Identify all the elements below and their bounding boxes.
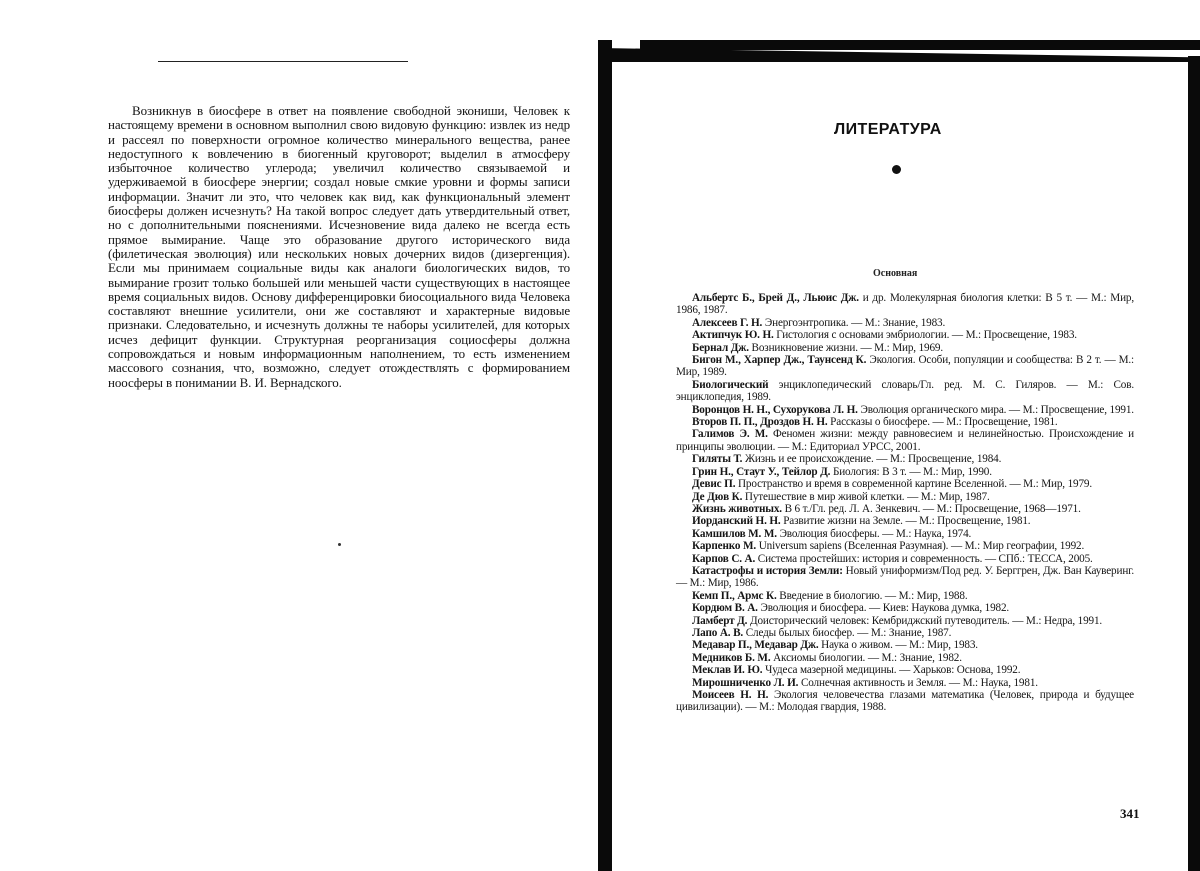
reference-author: Воронцов Н. Н., Сухорукова Л. Н. [692,403,858,416]
reference-author: Алексеев Г. Н. [692,316,763,329]
reference-text: Universum sapiens (Вселенная Разумная). — М.: Мир географии, 1992. [756,540,1085,553]
reference-item [676,565,1134,590]
reference-text: и др. Молекулярная биология клетки: В 5 т. — М.: Мир, 1986, 1987. [676,292,1135,317]
reference-author: Мирошниченко Л. И. [692,676,799,689]
reference-item [676,627,1134,639]
reference-author: Медавар П., Медавар Дж. [692,639,819,652]
reference-item [676,503,1134,515]
reference-item [676,540,1134,552]
reference-text: Биология: В 3 т. — М.: Мир, 1990. [830,465,992,478]
reference-author: Медников Б. М. [692,651,771,664]
reference-author: Грин Н., Стаут У., Тейлор Д. [692,465,831,478]
title-bullet-icon [892,165,901,174]
body-paragraph: Возникнув в биосфере в ответ на появление свободной экониши, Человек к настоящему времени в основном выполнил свою видовую функцию: извлек из недр и рассеял по поверхности огромное количество минерального вещества, ранее недоступного к вовлечению в биогенный круговорот; выделил в атмосферу избыточное количество углерода; увеличил количество связываемой и удерживаемой в биосфере энергии; создал новые смкие уровни и формы записи информации. Значит ли это, что человек как вид, как функциональный элемент биосферы должен исчезнуть? На такой вопрос следует дать утвердительный ответ, но с дополнительными пояснениями. Исчезновение вида далеко не всегда есть прямое вымирание. Чаще это образование другого исторического вида (филетическая эволюция) или нескольких новых дочерних видов (дизергенция). Если мы принимаем социальные виды как аналоги биологических видов, то вымирание грозит только большей или меньшей части существующих в настоящее время социальных видов. Основу дифференцировки биосоциального вида Человека составляют внешние усилители, они же составляют и характерные видовые признаки. Следовательно, и исчезнуть должны те наборы усилителей, для которых исчез дефицит функции. Структурная реорганизация социосферы должна сопровождаться и новым информационным наполнением, то есть изменением массового сознания, что, возможно, следует отождествлять с формированием ноосферы в понимании В. И. Вернадского. [108,103,570,390]
reference-item [676,615,1134,627]
reference-text: Путешествие в мир живой клетки. — М.: Мир, 1987. [742,490,990,503]
reference-item [676,491,1134,503]
page-number: 341 [1120,806,1140,821]
subsection-heading: Основная [873,268,918,279]
reference-item [676,317,1134,329]
reference-author: Ламберт Д. [692,614,748,627]
reference-author: Лапо А. В. [692,626,744,639]
reference-list [676,292,1134,714]
scan-top-edge [640,40,1200,50]
reference-author: Меклав И. Ю. [692,664,763,677]
reference-author: Карпенко М. [692,540,757,553]
reference-author: Бигон М., Харпер Дж., Таунсенд К. [692,354,867,367]
reference-author: Бернал Дж. [692,341,749,354]
reference-item [676,453,1134,465]
reference-author: Гиляты Т. [692,453,743,466]
reference-text: Эволюция органического мира. — М.: Просвещение, 1991. [857,403,1134,416]
reference-item [676,602,1134,614]
reference-item [676,528,1134,540]
reference-text: Гистология с основами эмбриологии. — М.: Просвещение, 1983. [773,329,1077,342]
reference-author: Второв П. П., Дроздов Н. Н. [692,416,828,429]
reference-author: Альбертс Б., Брей Д., Льюис Дж. [692,292,859,304]
reference-text: В 6 т./Гл. ред. Л. А. Зенкевич. — М.: Просвещение, 1968—1971. [781,502,1081,515]
reference-item [676,639,1134,651]
reference-text: Доисторический человек: Кембриджский путеводитель. — М.: Недра, 1991. [747,614,1103,627]
reference-author: Карпов С. А. [692,552,756,565]
reference-item [676,478,1134,490]
reference-text: Введение в биологию. — М.: Мир, 1988. [776,589,968,602]
reference-text: Жизнь и ее происхождение. — М.: Просвещение, 1984. [742,453,1002,466]
reference-item [676,689,1134,714]
reference-item [676,664,1134,676]
reference-item [676,354,1134,379]
reference-text: Аксиомы биологии. — М.: Знание, 1982. [770,651,962,664]
reference-text: Развитие жизни на Земле. — М.: Просвещение, 1981. [780,515,1031,528]
reference-text: Рассказы о биосфере. — М.: Просвещение, 1981. [827,416,1058,429]
reference-text: Феномен жизни: между равновесием и нелинейностью. Происхождение и принципы эволюции. — М.: Едиториал УРСС, 2001. [676,428,1134,453]
reference-item [676,428,1134,453]
reference-text: Система простейших: история и современность. — СПб.: ТЕССА, 2005. [755,552,1093,565]
reference-author: Актипчук Ю. Н. [692,329,774,342]
reference-author: Иорданский Н. Н. [692,515,781,528]
reference-author: Девис П. [692,478,736,491]
reference-author: Камшилов М. М. [692,527,777,540]
reference-text: Чудеса мазерной медицины. — Харьков: Основа, 1992. [762,664,1021,677]
scan-speck [338,543,341,546]
reference-author: Кемп П., Армс К. [692,589,777,602]
reference-text: Пространство и время в современной картине Вселенной. — М.: Мир, 1979. [735,478,1093,491]
section-title: ЛИТЕРАТУРА [834,121,942,138]
page-gutter [598,40,612,871]
reference-text: Следы былых биосфер. — М.: Знание, 1987. [743,626,952,639]
reference-text: Экология человечества глазами математика (Человек, природа и будущее цивилизации). — М.: Молодая гвардия, 1988. [676,689,1135,714]
reference-item [676,292,1134,317]
reference-item [676,590,1134,602]
reference-text: Наука о живом. — М.: Мир, 1983. [818,639,978,652]
scan-right-edge [1188,56,1200,871]
reference-item [676,379,1134,404]
reference-text: Новый униформизм/Под ред. У. Берггрен, Дж. Ван Кауверинг. — М.: Мир, 1986. [676,564,1134,590]
reference-author: Галимов Э. М. [692,428,768,441]
reference-text: Экология. Особи, популяции и сообщества: В 2 т. — М.: Мир, 1989. [676,354,1134,379]
reference-author: Биологический [692,378,769,391]
reference-author: Катастрофы и история Земли: [692,564,843,577]
reference-item [676,416,1134,428]
reference-item [676,329,1134,341]
reference-author: Моисеев Н. Н. [692,689,769,701]
reference-text: Эволюция и биосфера. — Киев: Наукова думка, 1982. [757,602,1010,615]
reference-author: Де Дюв К. [692,490,743,503]
reference-text: Возникновение жизни. — М.: Мир, 1969. [748,341,944,354]
reference-author: Жизнь животных. [692,502,782,515]
reference-item [676,342,1134,354]
reference-item [676,404,1134,416]
reference-item [676,466,1134,478]
reference-text: Энергоэнтропика. — М.: Знание, 1983. [762,316,946,329]
reference-text: Солнечная активность и Земля. — М.: Наука, 1981. [798,676,1038,689]
reference-item [676,652,1134,664]
reference-text: энциклопедический словарь/Гл. ред. М. С. Гиляров. — М.: Сов. энциклопедия, 1989. [676,378,1134,404]
reference-item [676,515,1134,527]
top-rule [158,61,408,62]
reference-item [676,553,1134,565]
reference-item [676,677,1134,689]
reference-text: Эволюция биосферы. — М.: Наука, 1974. [776,527,972,540]
reference-author: Кордюм В. А. [692,602,758,615]
